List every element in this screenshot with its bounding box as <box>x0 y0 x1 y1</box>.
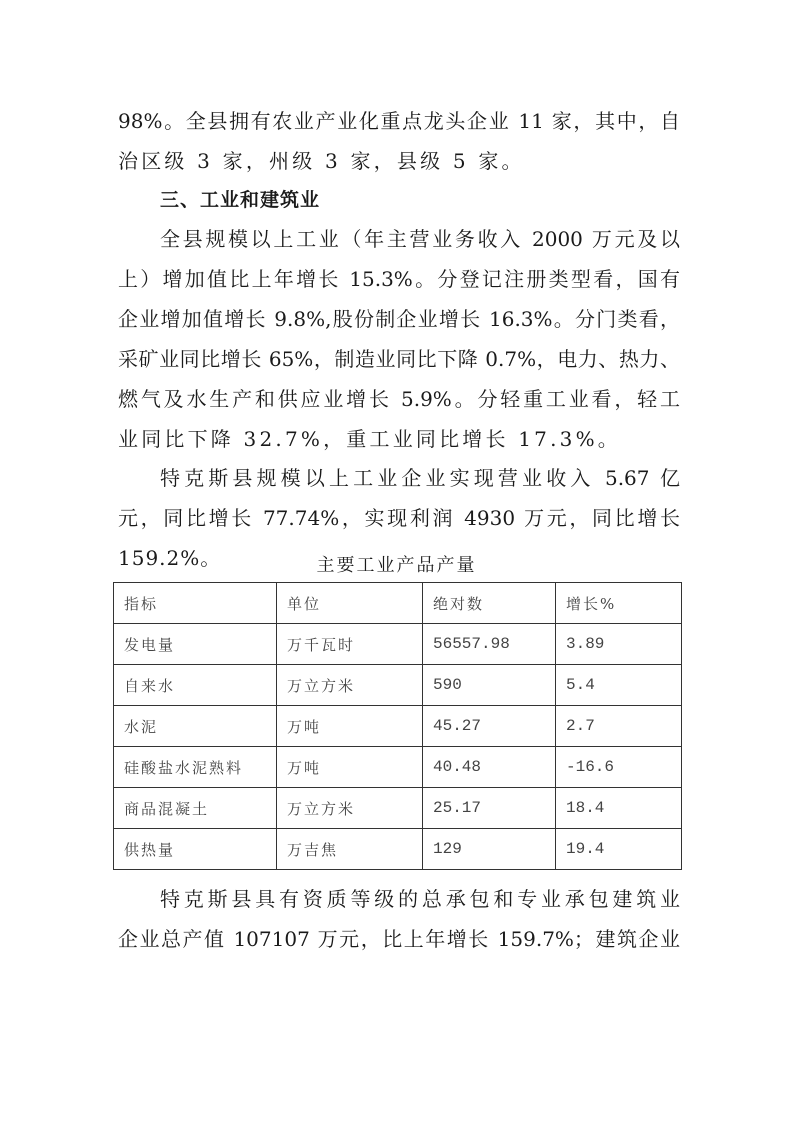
industrial-output-table <box>113 582 682 870</box>
cell-indicator: 硅酸盐水泥熟料 <box>114 747 277 788</box>
cell-indicator: 商品混凝土 <box>114 788 277 829</box>
table-caption: 主要工业产品产量 <box>316 555 477 576</box>
cell-unit: 万吨 <box>277 706 423 747</box>
paragraph-line: 元，同比增长 77.74%，实现利润 4930 万元，同比增长 <box>118 506 680 530</box>
paragraph-line: 159.2%。 <box>118 546 222 570</box>
cell-indicator: 发电量 <box>114 624 277 665</box>
cell-absolute: 40.48 <box>423 747 556 788</box>
table-header-row <box>114 583 682 624</box>
table-row <box>114 788 682 829</box>
cell-unit: 万立方米 <box>277 665 423 706</box>
table-row <box>114 706 682 747</box>
section-heading: 三、工业和建筑业 <box>160 189 321 211</box>
paragraph-line: 企业增加值增长 9.8%,股份制企业增长 16.3%。分门类看， <box>118 307 680 331</box>
cell-indicator: 自来水 <box>114 665 277 706</box>
table-row <box>114 665 682 706</box>
header-cell: 绝对数 <box>423 583 556 624</box>
cell-unit: 万立方米 <box>277 788 423 829</box>
cell-indicator: 水泥 <box>114 706 277 747</box>
cell-growth: 18.4 <box>556 788 682 829</box>
paragraph-line: 业同比下降 32.7%，重工业同比增长 17.3%。 <box>118 427 621 451</box>
table-row <box>114 829 682 870</box>
table-row <box>114 747 682 788</box>
cell-growth: 19.4 <box>556 829 682 870</box>
header-cell: 指标 <box>114 583 277 624</box>
cell-absolute: 25.17 <box>423 788 556 829</box>
header-cell: 单位 <box>277 583 423 624</box>
paragraph-line: 采矿业同比增长 65%，制造业同比下降 0.7%，电力、热力、 <box>118 347 680 371</box>
paragraph-line: 特克斯县具有资质等级的总承包和专业承包建筑业 <box>160 887 680 911</box>
cell-unit: 万吨 <box>277 747 423 788</box>
cell-absolute: 56557.98 <box>423 624 556 665</box>
cell-indicator: 供热量 <box>114 829 277 870</box>
cell-growth: 2.7 <box>556 706 682 747</box>
cell-growth: 5.4 <box>556 665 682 706</box>
cell-absolute: 590 <box>423 665 556 706</box>
table-row <box>114 624 682 665</box>
header-cell: 增长% <box>556 583 682 624</box>
paragraph-line: 燃气及水生产和供应业增长 5.9%。分轻重工业看，轻工 <box>118 387 680 411</box>
paragraph-line: 企业总产值 107107 万元，比上年增长 159.7%；建筑企业 <box>118 927 680 951</box>
paragraph-line: 上）增加值比上年增长 15.3%。分登记注册类型看，国有 <box>118 267 680 291</box>
cell-absolute: 129 <box>423 829 556 870</box>
paragraph-line: 全县规模以上工业（年主营业务收入 2000 万元及以 <box>160 227 680 251</box>
paragraph-line: 治区级 3 家，州级 3 家，县级 5 家。 <box>118 149 525 173</box>
paragraph-line: 98%。全县拥有农业产业化重点龙头企业 11 家，其中，自 <box>118 109 680 133</box>
cell-absolute: 45.27 <box>423 706 556 747</box>
cell-growth: 3.89 <box>556 624 682 665</box>
cell-growth: -16.6 <box>556 747 682 788</box>
cell-unit: 万吉焦 <box>277 829 423 870</box>
paragraph-line: 特克斯县规模以上工业企业实现营业收入 5.67 亿 <box>160 466 680 490</box>
cell-unit: 万千瓦时 <box>277 624 423 665</box>
